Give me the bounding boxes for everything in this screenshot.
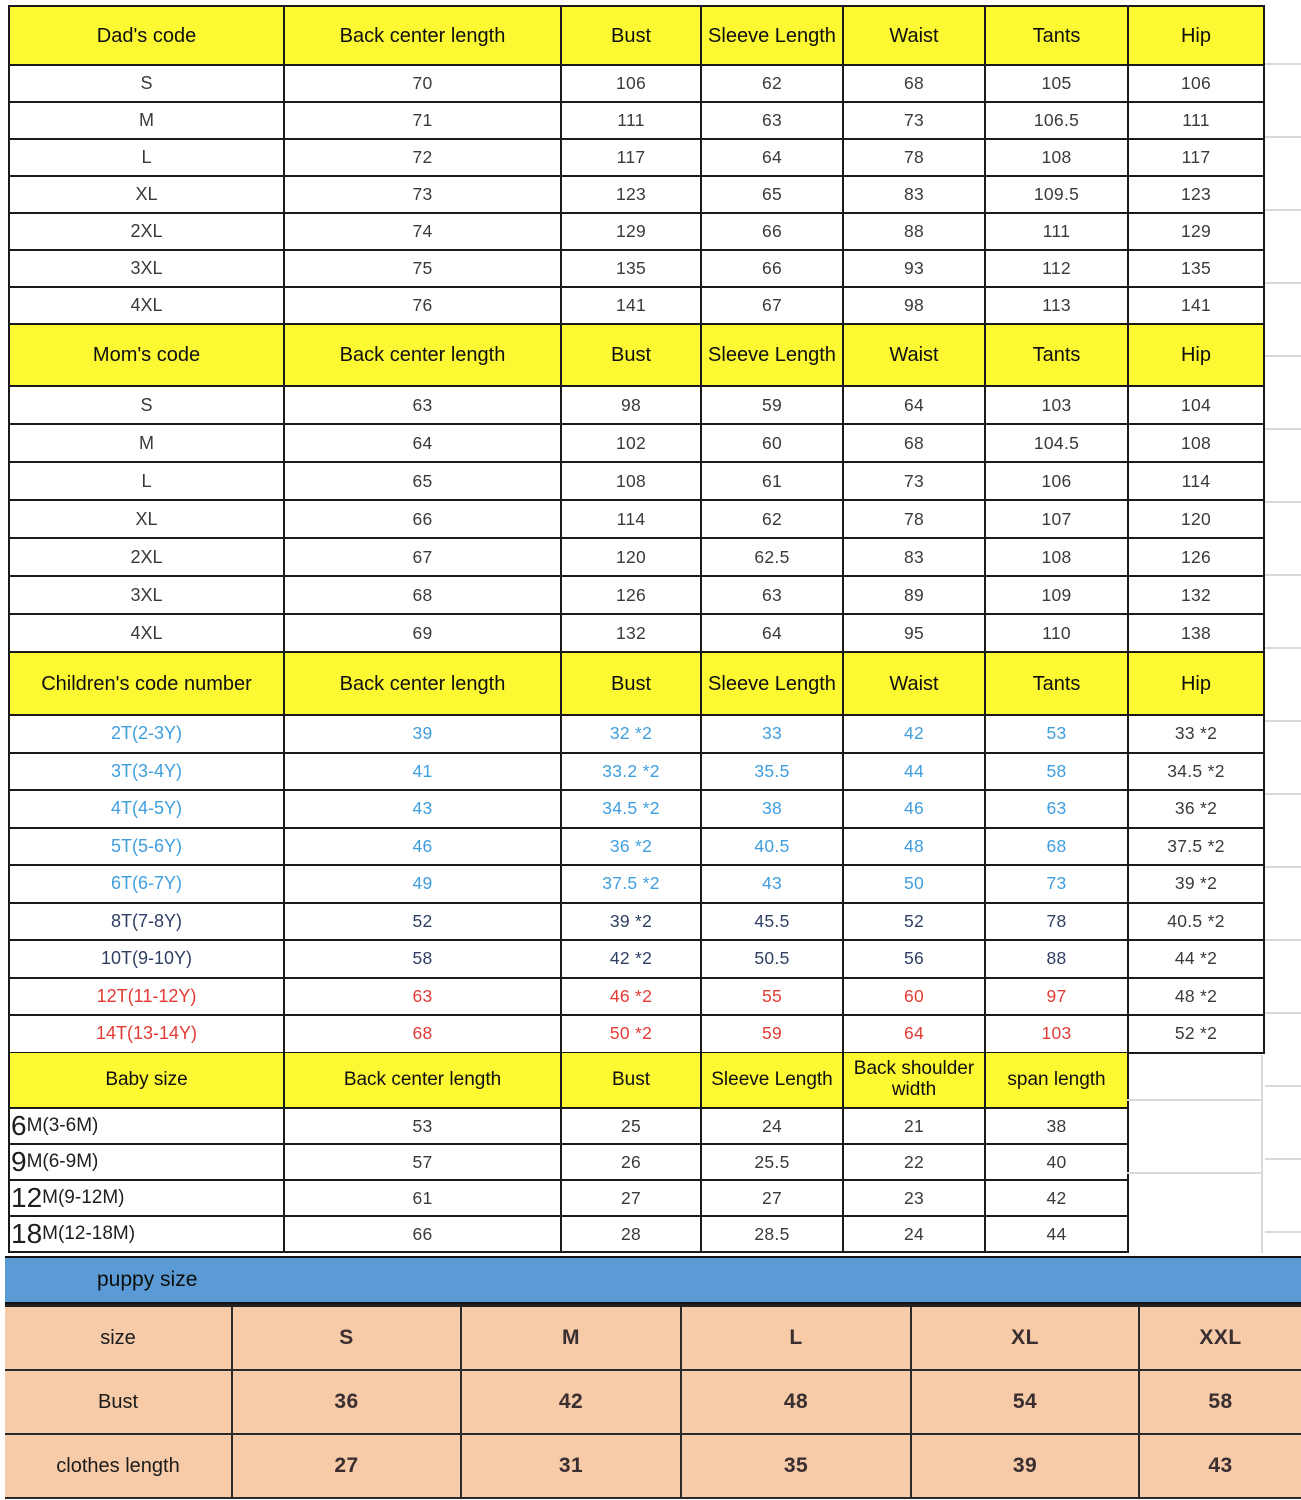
children-size-table (8, 653, 1265, 1054)
table-cell: 108 (562, 463, 702, 501)
row-label: S (10, 387, 285, 425)
table-cell: 61 (285, 1181, 562, 1217)
table-cell: 50 *2 (562, 1016, 702, 1054)
table-cell: 42 (460, 1371, 680, 1435)
row-label: M (10, 425, 285, 463)
table-cell: 88 (986, 941, 1129, 979)
puppy-size-title: puppy size (97, 1268, 198, 1291)
table-cell: 60 (702, 425, 844, 463)
column-header: Back center length (285, 7, 562, 66)
table-cell: 63 (285, 979, 562, 1017)
row-label: 10T(9-10Y) (10, 941, 285, 979)
table-cell: 61 (702, 463, 844, 501)
table-cell: 69 (285, 615, 562, 653)
table-cell: 141 (562, 288, 702, 325)
table-cell: 64 (844, 1016, 986, 1054)
table-cell: 108 (1129, 425, 1265, 463)
table-cell: 68 (285, 577, 562, 615)
table-cell: 27 (702, 1181, 844, 1217)
table-cell: 106 (986, 463, 1129, 501)
table-cell: 25 (562, 1109, 702, 1145)
table-cell: 38 (986, 1109, 1129, 1145)
table-cell: 28 (562, 1217, 702, 1253)
table-cell: 73 (285, 177, 562, 214)
table-cell: 107 (986, 501, 1129, 539)
table-cell: 88 (844, 214, 986, 251)
table-cell: 106 (562, 66, 702, 103)
table-cell: 46 (844, 791, 986, 829)
table-cell: 71 (285, 103, 562, 140)
table-cell: 41 (285, 754, 562, 792)
table-cell: 37.5 *2 (562, 866, 702, 904)
column-header: Waist (844, 653, 986, 716)
table-cell: 37.5 *2 (1129, 829, 1265, 867)
table-cell: 83 (844, 539, 986, 577)
table-cell: 39 (285, 716, 562, 754)
table-cell: 46 *2 (562, 979, 702, 1017)
column-header: Back center length (285, 1053, 562, 1109)
row-label: 8T(7-8Y) (10, 904, 285, 942)
table-cell: 102 (562, 425, 702, 463)
table-cell: 65 (285, 463, 562, 501)
column-header: M (460, 1307, 680, 1371)
table-cell: 76 (285, 288, 562, 325)
table-cell: 66 (285, 1217, 562, 1253)
column-header: Baby size (10, 1053, 285, 1109)
row-label-big-number: 12 (11, 1182, 43, 1214)
table-cell: 129 (562, 214, 702, 251)
column-header: Hip (1129, 653, 1265, 716)
table-cell: 73 (986, 866, 1129, 904)
table-cell: 62.5 (702, 539, 844, 577)
column-header: Bust (562, 653, 702, 716)
row-label-big-number: 9 (11, 1146, 27, 1178)
column-header: Sleeve Length (702, 7, 844, 66)
table-cell: 25.5 (702, 1145, 844, 1181)
row-label: 2XL (10, 539, 285, 577)
table-cell: 50.5 (702, 941, 844, 979)
table-cell: 40.5 (702, 829, 844, 867)
column-header: Bust (562, 1053, 702, 1109)
table-cell: 66 (285, 501, 562, 539)
table-cell: 42 (844, 716, 986, 754)
table-cell: 63 (986, 791, 1129, 829)
table-cell: 105 (986, 66, 1129, 103)
table-cell: 63 (285, 387, 562, 425)
column-header: Sleeve Length (702, 1053, 844, 1109)
table-cell: 67 (702, 288, 844, 325)
table-cell: 62 (702, 501, 844, 539)
table-cell: 35.5 (702, 754, 844, 792)
column-header: S (231, 1307, 460, 1371)
spreadsheet-gridlines-strip (1265, 0, 1301, 1254)
table-cell: 48 (680, 1371, 910, 1435)
column-header: Back center length (285, 325, 562, 387)
table-cell: 44 *2 (1129, 941, 1265, 979)
table-cell: 108 (986, 539, 1129, 577)
row-label: 5T(5-6Y) (10, 829, 285, 867)
row-label: 3XL (10, 251, 285, 288)
row-label (10, 1217, 285, 1253)
table-cell: 68 (986, 829, 1129, 867)
table-cell: 40.5 *2 (1129, 904, 1265, 942)
row-label: M (10, 103, 285, 140)
table-cell: 58 (1138, 1371, 1301, 1435)
baby-size-table (8, 1053, 1129, 1253)
table-cell: 110 (986, 615, 1129, 653)
table-cell: 36 *2 (1129, 791, 1265, 829)
table-cell: 43 (285, 791, 562, 829)
column-header: Dad's code (10, 7, 285, 66)
table-cell: 34.5 *2 (1129, 754, 1265, 792)
column-header: XL (910, 1307, 1138, 1371)
table-cell: 75 (285, 251, 562, 288)
table-cell: 93 (844, 251, 986, 288)
column-header: Back center length (285, 653, 562, 716)
table-cell: 48 (844, 829, 986, 867)
table-cell: 46 (285, 829, 562, 867)
table-cell: 97 (986, 979, 1129, 1017)
column-header: span length (986, 1053, 1129, 1109)
column-header: Tants (986, 325, 1129, 387)
table-cell: 132 (1129, 577, 1265, 615)
column-header: Sleeve Length (702, 653, 844, 716)
row-label: 4XL (10, 288, 285, 325)
table-cell: 141 (1129, 288, 1265, 325)
table-cell: 58 (285, 941, 562, 979)
table-cell: 56 (844, 941, 986, 979)
row-label: 2XL (10, 214, 285, 251)
table-cell: 52 (285, 904, 562, 942)
table-cell: 49 (285, 866, 562, 904)
puppy-size-table (5, 1304, 1301, 1499)
column-header: Bust (562, 7, 702, 66)
row-label: size (5, 1307, 231, 1371)
spreadsheet-gridlines-baby-area (1127, 1055, 1263, 1253)
table-cell: 64 (702, 140, 844, 177)
table-cell: 59 (702, 1016, 844, 1054)
table-cell: 114 (562, 501, 702, 539)
row-label-big-number: 18 (11, 1218, 43, 1250)
table-cell: 31 (460, 1435, 680, 1499)
table-cell: 52 (844, 904, 986, 942)
table-cell: 64 (702, 615, 844, 653)
table-cell: 114 (1129, 463, 1265, 501)
table-cell: 66 (702, 214, 844, 251)
table-cell: 42 *2 (562, 941, 702, 979)
table-cell: 44 (986, 1217, 1129, 1253)
row-label (10, 1181, 285, 1217)
table-cell: 112 (986, 251, 1129, 288)
table-cell: 50 (844, 866, 986, 904)
table-cell: 83 (844, 177, 986, 214)
table-cell: 64 (285, 425, 562, 463)
row-label: 2T(2-3Y) (10, 716, 285, 754)
row-label-rest: M(3-6M) (26, 1115, 99, 1136)
table-cell: 78 (844, 501, 986, 539)
table-cell: 95 (844, 615, 986, 653)
table-cell: 123 (562, 177, 702, 214)
table-cell: 33 *2 (1129, 716, 1265, 754)
table-cell: 111 (1129, 103, 1265, 140)
row-label: Bust (5, 1371, 231, 1435)
row-label: XL (10, 177, 285, 214)
table-cell: 129 (1129, 214, 1265, 251)
table-cell: 104 (1129, 387, 1265, 425)
column-header: Bust (562, 325, 702, 387)
table-cell: 45.5 (702, 904, 844, 942)
table-cell: 132 (562, 615, 702, 653)
table-cell: 24 (702, 1109, 844, 1145)
table-cell: 68 (844, 66, 986, 103)
table-cell: 108 (986, 140, 1129, 177)
table-cell: 98 (844, 288, 986, 325)
table-cell: 117 (562, 140, 702, 177)
table-cell: 67 (285, 539, 562, 577)
table-cell: 103 (986, 387, 1129, 425)
table-cell: 22 (844, 1145, 986, 1181)
table-cell: 54 (910, 1371, 1138, 1435)
table-cell: 38 (702, 791, 844, 829)
row-label: clothes length (5, 1435, 231, 1499)
row-label (10, 1145, 285, 1181)
row-label: XL (10, 501, 285, 539)
table-cell: 23 (844, 1181, 986, 1217)
column-header: Sleeve Length (702, 325, 844, 387)
table-cell: 43 (702, 866, 844, 904)
column-header: Tants (986, 653, 1129, 716)
table-cell: 59 (702, 387, 844, 425)
table-cell: 65 (702, 177, 844, 214)
row-label: 4XL (10, 615, 285, 653)
table-cell: 53 (285, 1109, 562, 1145)
column-header: Back shoulder width (844, 1053, 986, 1109)
table-cell: 113 (986, 288, 1129, 325)
row-label: S (10, 66, 285, 103)
dad-size-table (8, 5, 1265, 325)
table-cell: 39 (910, 1435, 1138, 1499)
row-label-big-number: 6 (11, 1110, 27, 1142)
table-cell: 104.5 (986, 425, 1129, 463)
column-header: Hip (1129, 7, 1265, 66)
row-label-rest: M(6-9M) (26, 1151, 99, 1172)
column-header: XXL (1138, 1307, 1301, 1371)
table-cell: 43 (1138, 1435, 1301, 1499)
table-cell: 32 *2 (562, 716, 702, 754)
table-cell: 109 (986, 577, 1129, 615)
row-label: 3XL (10, 577, 285, 615)
table-cell: 26 (562, 1145, 702, 1181)
table-cell: 138 (1129, 615, 1265, 653)
column-header: Waist (844, 7, 986, 66)
table-cell: 63 (702, 103, 844, 140)
table-cell: 74 (285, 214, 562, 251)
column-header: Tants (986, 7, 1129, 66)
table-cell: 34.5 *2 (562, 791, 702, 829)
table-cell: 117 (1129, 140, 1265, 177)
table-cell: 39 *2 (562, 904, 702, 942)
table-cell: 21 (844, 1109, 986, 1145)
column-header: L (680, 1307, 910, 1371)
column-header: Hip (1129, 325, 1265, 387)
row-label: L (10, 140, 285, 177)
table-cell: 126 (1129, 539, 1265, 577)
table-cell: 35 (680, 1435, 910, 1499)
table-cell: 135 (562, 251, 702, 288)
table-cell: 55 (702, 979, 844, 1017)
table-cell: 98 (562, 387, 702, 425)
table-cell: 78 (986, 904, 1129, 942)
table-cell: 24 (844, 1217, 986, 1253)
table-cell: 120 (1129, 501, 1265, 539)
mom-size-table (8, 325, 1265, 653)
table-cell: 64 (844, 387, 986, 425)
table-cell: 70 (285, 66, 562, 103)
table-cell: 27 (231, 1435, 460, 1499)
table-cell: 52 *2 (1129, 1016, 1265, 1054)
table-cell: 106 (1129, 66, 1265, 103)
table-cell: 36 (231, 1371, 460, 1435)
table-cell: 33 (702, 716, 844, 754)
table-cell: 111 (562, 103, 702, 140)
table-cell: 120 (562, 539, 702, 577)
table-cell: 62 (702, 66, 844, 103)
column-header: Mom's code (10, 325, 285, 387)
row-label-rest: M(9-12M) (42, 1187, 125, 1208)
table-cell: 57 (285, 1145, 562, 1181)
row-label: 3T(3-4Y) (10, 754, 285, 792)
table-cell: 40 (986, 1145, 1129, 1181)
table-cell: 78 (844, 140, 986, 177)
table-cell: 109.5 (986, 177, 1129, 214)
table-cell: 53 (986, 716, 1129, 754)
table-cell: 66 (702, 251, 844, 288)
row-label: 14T(13-14Y) (10, 1016, 285, 1054)
table-cell: 68 (844, 425, 986, 463)
table-cell: 39 *2 (1129, 866, 1265, 904)
table-cell: 48 *2 (1129, 979, 1265, 1017)
table-cell: 89 (844, 577, 986, 615)
row-label-rest: M(12-18M) (42, 1223, 136, 1244)
row-label: L (10, 463, 285, 501)
table-cell: 28.5 (702, 1217, 844, 1253)
table-cell: 73 (844, 103, 986, 140)
table-cell: 58 (986, 754, 1129, 792)
row-label (10, 1109, 285, 1145)
table-cell: 68 (285, 1016, 562, 1054)
puppy-size-header-bar (5, 1256, 1301, 1304)
table-cell: 42 (986, 1181, 1129, 1217)
column-header: Waist (844, 325, 986, 387)
column-header: Children's code number (10, 653, 285, 716)
table-cell: 126 (562, 577, 702, 615)
table-cell: 123 (1129, 177, 1265, 214)
table-cell: 63 (702, 577, 844, 615)
table-cell: 106.5 (986, 103, 1129, 140)
table-cell: 73 (844, 463, 986, 501)
table-cell: 33.2 *2 (562, 754, 702, 792)
row-label: 12T(11-12Y) (10, 979, 285, 1017)
row-label: 6T(6-7Y) (10, 866, 285, 904)
table-cell: 60 (844, 979, 986, 1017)
table-cell: 72 (285, 140, 562, 177)
table-cell: 135 (1129, 251, 1265, 288)
table-cell: 36 *2 (562, 829, 702, 867)
row-label: 4T(4-5Y) (10, 791, 285, 829)
table-cell: 27 (562, 1181, 702, 1217)
table-cell: 111 (986, 214, 1129, 251)
table-cell: 103 (986, 1016, 1129, 1054)
table-cell: 44 (844, 754, 986, 792)
